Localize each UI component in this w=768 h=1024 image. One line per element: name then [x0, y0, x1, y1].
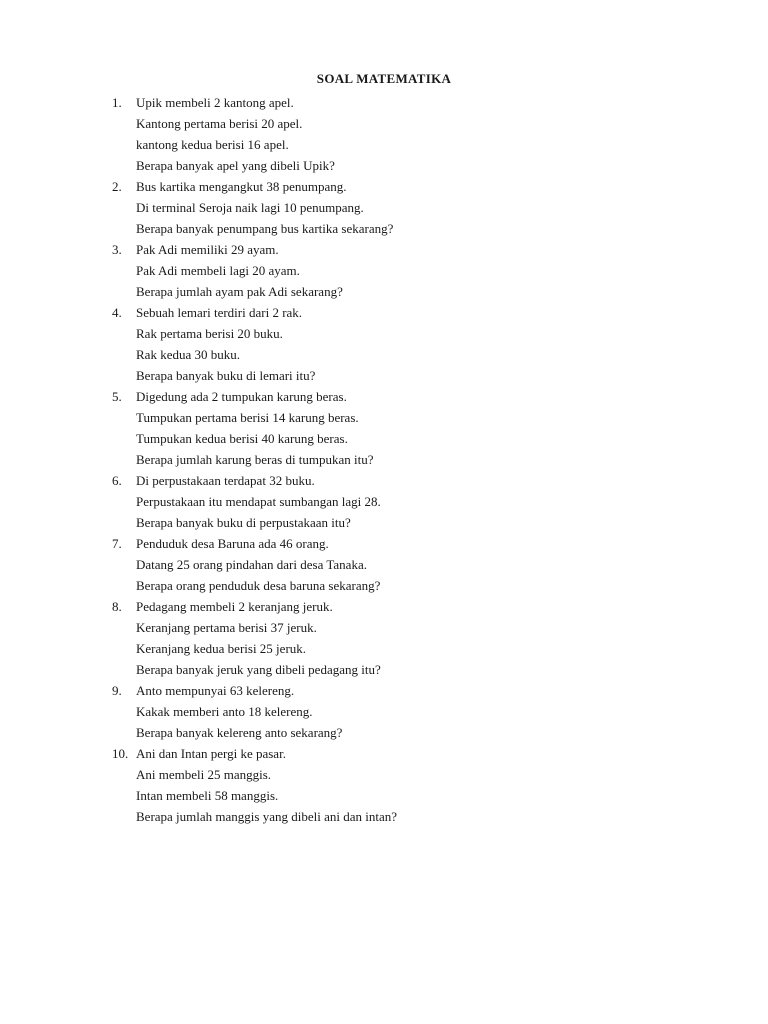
question-line: Digedung ada 2 tumpukan karung beras. [136, 389, 347, 404]
question-line: Berapa jumlah karung beras di tumpukan itu? [136, 452, 374, 467]
question-number: 9. [112, 683, 122, 698]
question-number: 7. [112, 536, 122, 551]
question-line: Tumpukan pertama berisi 14 karung beras. [136, 410, 359, 425]
question-line: Pak Adi memiliki 29 ayam. [136, 242, 279, 257]
question-line: Intan membeli 58 manggis. [136, 788, 279, 803]
question-line: Kakak memberi anto 18 kelereng. [136, 704, 313, 719]
question-list [112, 92, 712, 827]
question-line: Rak kedua 30 buku. [136, 347, 240, 362]
question-text [136, 680, 712, 743]
question-item [112, 176, 712, 239]
question-line: Ani dan Intan pergi ke pasar. [136, 746, 286, 761]
question-line: Berapa jumlah manggis yang dibeli ani dan intan? [136, 809, 398, 824]
question-item [112, 596, 712, 680]
question-line: Berapa banyak kelereng anto sekarang? [136, 725, 343, 740]
question-line: Di terminal Seroja naik lagi 10 penumpang. [136, 200, 364, 215]
question-line: Rak pertama berisi 20 buku. [136, 326, 283, 341]
question-item [112, 533, 712, 596]
question-item [112, 470, 712, 533]
question-text [136, 302, 712, 386]
question-line: Berapa banyak buku di perpustakaan itu? [136, 515, 351, 530]
question-text [136, 743, 712, 827]
question-line: Berapa banyak apel yang dibeli Upik? [136, 158, 335, 173]
question-text [136, 386, 712, 470]
question-item [112, 92, 712, 176]
question-line: Pak Adi membeli lagi 20 ayam. [136, 263, 300, 278]
question-number: 4. [112, 305, 122, 320]
question-number: 5. [112, 389, 122, 404]
question-line: Berapa orang penduduk desa baruna sekarang? [136, 578, 381, 593]
question-line: Keranjang kedua berisi 25 jeruk. [136, 641, 307, 656]
question-item [112, 386, 712, 470]
question-item [112, 680, 712, 743]
question-line: Berapa banyak buku di lemari itu? [136, 368, 316, 383]
question-line: Anto mempunyai 63 kelereng. [136, 683, 295, 698]
question-number: 2. [112, 179, 122, 194]
question-line: Datang 25 orang pindahan dari desa Tanaka. [136, 557, 367, 572]
question-line: Kantong pertama berisi 20 apel. [136, 116, 303, 131]
question-line: Bus kartika mengangkut 38 penumpang. [136, 179, 347, 194]
document-title [0, 71, 768, 87]
question-line: Pedagang membeli 2 keranjang jeruk. [136, 599, 333, 614]
question-text [136, 176, 712, 239]
question-number: 1. [112, 95, 122, 110]
question-item [112, 743, 712, 827]
question-text [136, 470, 712, 533]
question-text [136, 239, 712, 302]
question-line: Berapa banyak penumpang bus kartika sekarang? [136, 221, 394, 236]
question-line: Sebuah lemari terdiri dari 2 rak. [136, 305, 303, 320]
question-text [136, 92, 712, 176]
question-line: Upik membeli 2 kantong apel. [136, 95, 294, 110]
question-line: Ani membeli 25 manggis. [136, 767, 272, 782]
question-line: Keranjang pertama berisi 37 jeruk. [136, 620, 317, 635]
question-line: Perpustakaan itu mendapat sumbangan lagi 28. [136, 494, 381, 509]
question-number: 6. [112, 473, 122, 488]
question-line: Tumpukan kedua berisi 40 karung beras. [136, 431, 348, 446]
question-number: 3. [112, 242, 122, 257]
question-line: Berapa banyak jeruk yang dibeli pedagang itu? [136, 662, 381, 677]
question-line: Penduduk desa Baruna ada 46 orang. [136, 536, 329, 551]
question-number: 8. [112, 599, 122, 614]
question-line: Berapa jumlah ayam pak Adi sekarang? [136, 284, 343, 299]
question-number: 10. [112, 746, 129, 761]
question-line: Di perpustakaan terdapat 32 buku. [136, 473, 315, 488]
question-line: kantong kedua berisi 16 apel. [136, 137, 289, 152]
question-text [136, 596, 712, 680]
document-title-text: SOAL MATEMATIKA [316, 71, 452, 86]
question-item [112, 302, 712, 386]
question-text [136, 533, 712, 596]
question-item [112, 239, 712, 302]
